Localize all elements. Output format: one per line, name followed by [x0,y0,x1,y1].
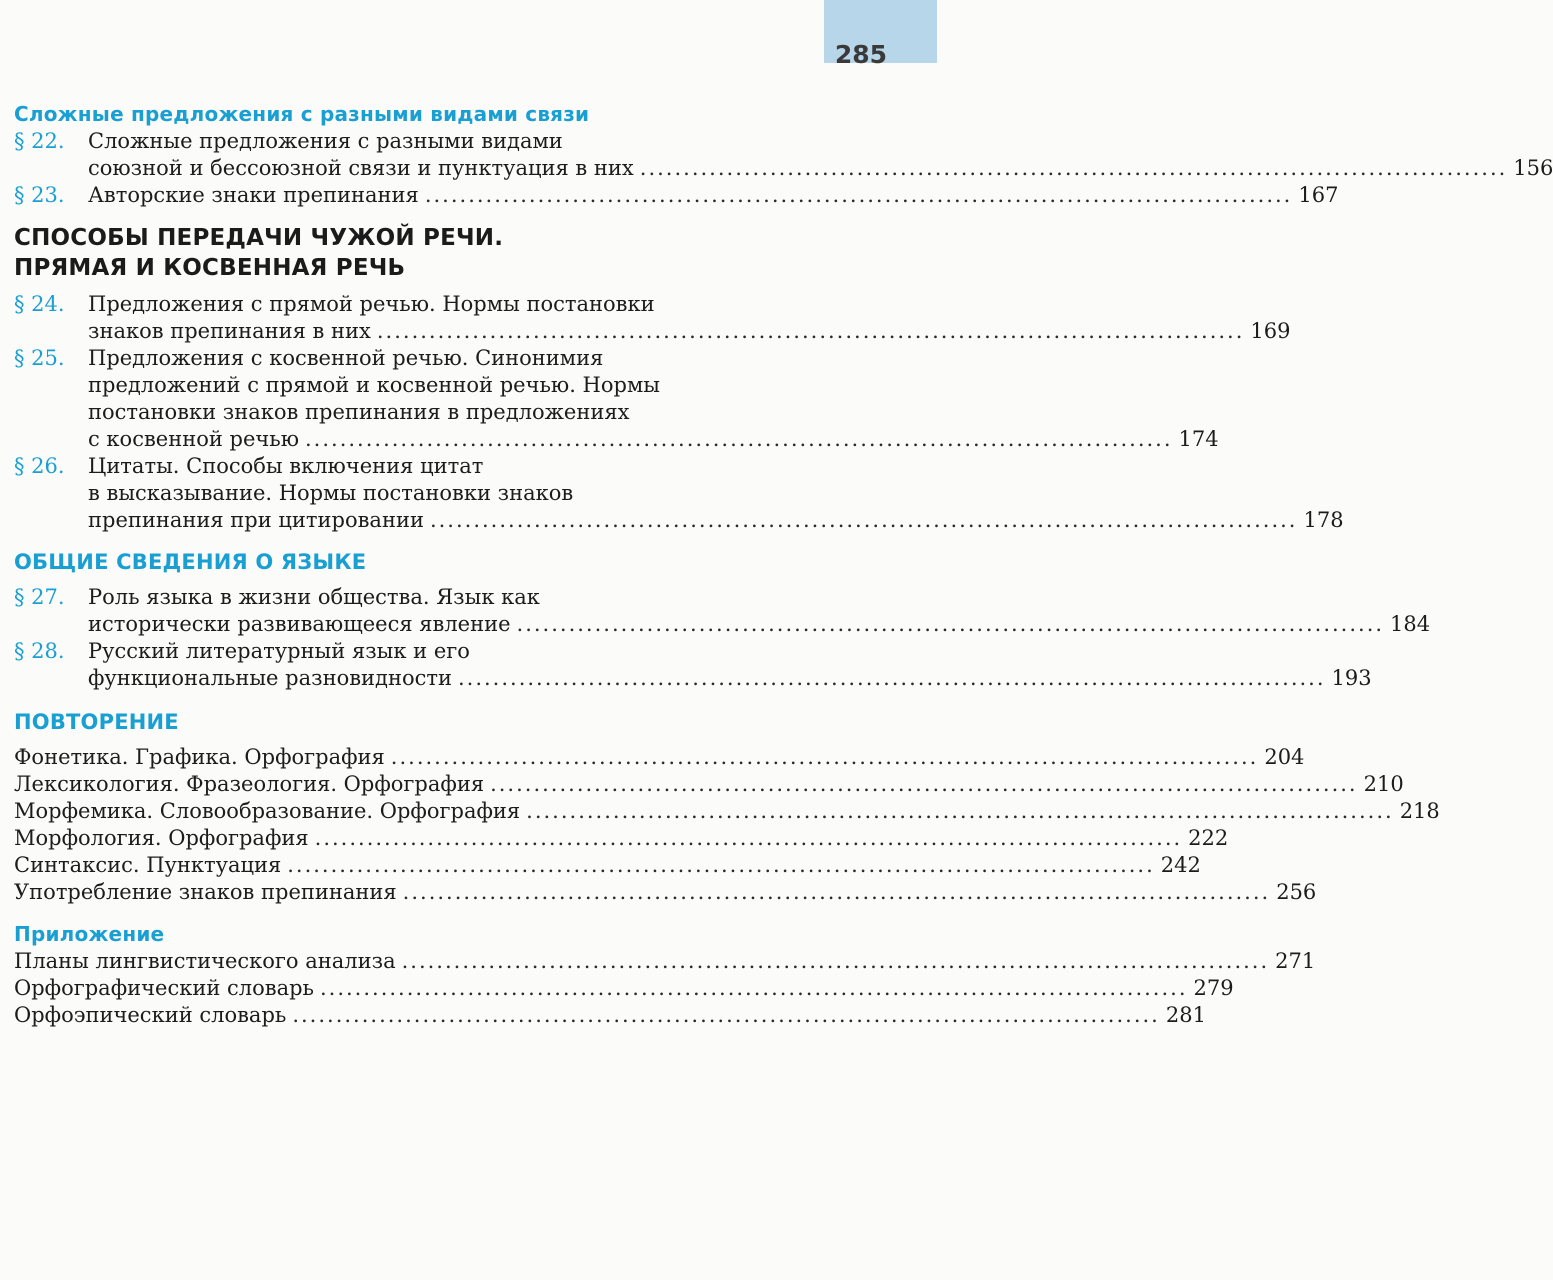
entry-title-line: Авторские знаки препинания [88,183,419,207]
entry-title-line: исторически развивающееся явление [88,612,511,636]
toc-review-item[interactable] [14,879,1317,906]
toc-entry-24[interactable] [14,291,1291,345]
item-title: Лексикология. Фразеология. Орфография [14,772,485,796]
entry-title-line: Цитаты. Способы включения цитат [88,454,484,478]
entry-title-line: предложений с прямой и косвенной речью. Нормы [88,373,660,397]
entry-page: 167 [1298,183,1339,207]
toc-entry-26[interactable] [14,453,1344,534]
entry-page: 218 [1399,799,1440,823]
entry-title-line: препинания при цитировании [88,508,424,532]
leader-dots: .................................................................................................... [516,612,1385,636]
item-title: Орфоэпический словарь [14,1003,287,1027]
toc-review-item[interactable] [14,852,1201,879]
paragraph-number: § 23. [14,183,65,207]
entry-title-line: функциональные разновидности [88,666,452,690]
section-heading-reported-speech-line2: ПРЯМАЯ И КОСВЕННАЯ РЕЧЬ [14,255,406,281]
leader-dots: .................................................................................................... [314,826,1183,850]
toc-entry-28[interactable] [14,638,1372,692]
entry-title-line: Предложения с косвенной речью. Синонимия [88,346,604,370]
entry-page: 242 [1160,853,1201,877]
leader-dots: .................................................................................................... [401,949,1270,973]
section-heading-reported-speech-line1: СПОСОБЫ ПЕРЕДАЧИ ЧУЖОЙ РЕЧИ. [14,225,504,251]
toc-entry-27[interactable] [14,584,1431,638]
toc-review-item[interactable] [14,798,1440,825]
entry-title-line: в высказывание. Нормы постановки знаков [88,481,574,505]
entry-page: 204 [1264,745,1305,769]
item-title: Планы лингвистического анализа [14,949,396,973]
toc-appendix-item[interactable] [14,1002,1206,1029]
toc-entry-22[interactable] [14,128,1553,182]
paragraph-number: § 26. [14,454,65,478]
entry-page: 210 [1363,772,1404,796]
entry-page: 184 [1390,612,1431,636]
toc-review-item[interactable] [14,771,1404,798]
entry-title-line: постановки знаков препинания в предложениях [88,400,630,424]
entry-title-line: Русский литературный язык и его [88,639,470,663]
leader-dots: .................................................................................................... [490,772,1358,796]
toc-entry-25[interactable] [14,345,1219,453]
leader-dots: .................................................................................................... [424,183,1293,207]
item-title: Употребление знаков препинания [14,880,397,904]
leader-dots: .................................................................................................... [319,976,1188,1000]
entry-page: 279 [1193,976,1234,1000]
entry-title-line: знаков препинания в них [88,319,371,343]
entry-page: 256 [1276,880,1317,904]
entry-title-line: Предложения с прямой речью. Нормы постановки [88,292,655,316]
entry-page: 178 [1303,508,1344,532]
entry-page: 174 [1178,427,1219,451]
entry-title-line: с косвенной речью [88,427,299,451]
toc-appendix-item[interactable] [14,975,1234,1002]
toc-review-item[interactable] [14,744,1305,771]
paragraph-number: § 25. [14,346,65,370]
entry-page: 281 [1165,1003,1206,1027]
entry-page: 193 [1331,666,1372,690]
section-heading-complex-sentences: Сложные предложения с разными видами связи [14,102,590,126]
item-title: Орфографический словарь [14,976,314,1000]
item-title: Морфология. Орфография [14,826,309,850]
leader-dots: .................................................................................................... [639,156,1508,180]
toc-entry-23[interactable] [14,182,1339,209]
item-title: Синтаксис. Пунктуация [14,853,282,877]
entry-page: 222 [1188,826,1229,850]
paragraph-number: § 24. [14,292,65,316]
leader-dots: .................................................................................................... [390,745,1259,769]
leader-dots: .................................................................................................... [526,799,1394,823]
paragraph-number: § 28. [14,639,65,663]
leader-dots: .................................................................................................... [292,1003,1160,1027]
entry-page: 169 [1250,319,1291,343]
leader-dots: .................................................................................................... [457,666,1326,690]
paragraph-number: § 22. [14,129,65,153]
toc-review-item[interactable] [14,825,1229,852]
leader-dots: .................................................................................................... [287,853,1155,877]
leader-dots: .................................................................................................... [429,508,1298,532]
section-heading-review: ПОВТОРЕНИЕ [14,710,179,734]
item-title: Морфемика. Словообразование. Орфография [14,799,521,823]
entry-page: 156 [1513,156,1553,180]
section-heading-language-general: ОБЩИЕ СВЕДЕНИЯ О ЯЗЫКЕ [14,550,367,574]
toc-appendix-item[interactable] [14,948,1316,975]
leader-dots: .................................................................................................... [402,880,1271,904]
table-of-contents [14,100,1553,1029]
page-number: 285 [834,40,887,69]
leader-dots: .................................................................................................... [305,427,1173,451]
leader-dots: .................................................................................................... [376,319,1245,343]
paragraph-number: § 27. [14,585,65,609]
entry-title-line: Сложные предложения с разными видами [88,129,563,153]
entry-title-line: союзной и бессоюзной связи и пунктуация в них [88,156,634,180]
entry-title-line: Роль языка в жизни общества. Язык как [88,585,540,609]
section-heading-appendix: Приложение [14,922,165,946]
item-title: Фонетика. Графика. Орфография [14,745,385,769]
entry-page: 271 [1275,949,1316,973]
